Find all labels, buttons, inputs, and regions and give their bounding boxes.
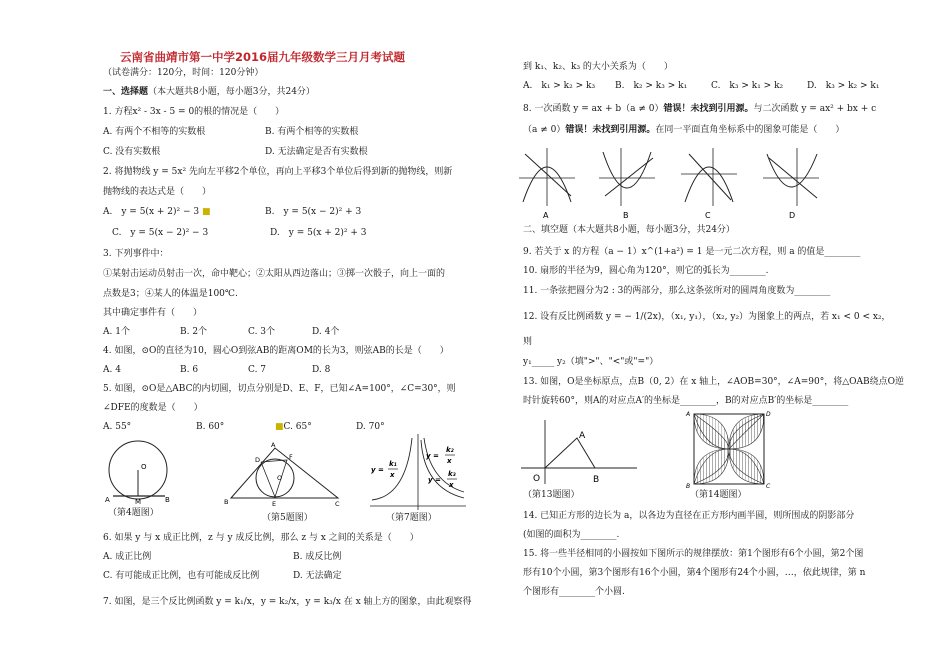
q5-line2: ∠DFE的度数是（ ） [103, 403, 203, 413]
q2-option-b: B. y = 5(x − 2)² + 3 [265, 207, 362, 217]
q8-label-b: B [623, 211, 629, 220]
q8-line2a: （a ≠ 0） [523, 125, 566, 135]
fig5-label-a: A [271, 441, 276, 449]
q4-stem: 4. 如图，⊙O的直径为10，圆心O到弦AB的距离OM的长为3，则弦AB的长是（ ） [103, 346, 449, 356]
fig5-angle-dfe [261, 460, 287, 497]
q5-line1: 5. 如图，⊙O是△ABC的内切圆，切点分别是D、E、F，已知∠A=100°，∠C=30°，则 [103, 384, 456, 394]
q6-option-a: A. 成正比例 [103, 552, 152, 562]
section2-header [523, 224, 735, 236]
q7-option-d: D. k₃ > k₂ > k₁ [807, 81, 880, 91]
q8-line1 [523, 103, 876, 115]
q9: 9. 若关于 x 的方程（a − 1）x^(1+a²) = 1 是一元二次方程，则 a 的值是________ [523, 247, 861, 257]
q8-ref-error-1: 错误！未找到引用源。 [663, 104, 754, 114]
fig7-label-y1: y = [371, 466, 384, 474]
q1-option-d: D. 无法确定是否有实数根 [265, 147, 368, 157]
q8-graph-c [681, 148, 737, 220]
q15-line3: 个图形有________个小圆. [523, 587, 625, 597]
q5-option-c-text: C. 65° [283, 422, 312, 432]
page-title: 云南省曲靖市第一中学2016届九年级数学三月月考试题 [120, 50, 406, 64]
q8-graph-b [599, 148, 655, 220]
fig5-label-b: B [224, 498, 229, 506]
q4-option-c: C. 7 [248, 365, 267, 375]
fig5-label-c: C [335, 500, 340, 508]
fig7-caption: （第7题图） [386, 513, 437, 523]
section1-desc: （本大题共8小题，每小题3分，共24分） [148, 87, 315, 97]
fig14-petal-5 [694, 414, 729, 449]
fig7-label-y3: y = [428, 476, 441, 484]
q5-option-c [275, 421, 312, 433]
q3-line1: 3. 下列事件中： [103, 249, 169, 259]
fig4-label-a: A [105, 496, 110, 504]
fig13-label-a: A [579, 431, 586, 441]
fig14-square-semicircles [685, 408, 775, 490]
q12-line3: y₁_____ y₂（填">"、"<"或"="） [523, 357, 659, 367]
fig14-label-b: B [686, 483, 691, 490]
q2-line2: 抛物线的表达式是（ ） [103, 187, 212, 197]
fig7-label-x1: x [390, 471, 395, 479]
q8-line2b: 在同一平面直角坐标系中的图象可能是（ ） [655, 125, 845, 135]
fig14-label-d: D [766, 411, 771, 418]
fig5-label-d: D [255, 456, 261, 464]
q14-line1: 14. 已知正方形的边长为 a，以各边为直径在正方形内画半圆，则所围成的阴影部分 [523, 511, 855, 521]
fig5-triangle [231, 448, 338, 498]
fig5-label-f: F [289, 453, 293, 461]
q4-option-d: D. 8 [312, 365, 331, 375]
q4-option-b: B. 6 [180, 365, 199, 375]
q8-graph-d [763, 148, 819, 220]
q1-stem: 1. 方程x² - 3x - 5 = 0的根的情况是（ ） [103, 107, 285, 117]
q3-option-c: C. 3个 [248, 327, 276, 337]
q5-option-b: B. 60° [196, 422, 225, 432]
q8-line1a: 8. 一次函数 y = ax + b（a ≠ 0） [523, 104, 664, 114]
q3-line4: 其中确定事件有（ ） [103, 308, 203, 318]
fig13-triangle-diagram [519, 416, 639, 488]
q4-option-a: A. 4 [103, 365, 121, 375]
fig7-reciprocal-graph [368, 430, 473, 512]
fig7-label-x2: x [447, 457, 452, 465]
fig13-caption: （第13题图） [523, 490, 580, 500]
q14-line2: (如图的面积为________. [523, 530, 620, 540]
q7-line2: 到 k₁、k₂、k₃ 的大小关系为（ ） [523, 62, 673, 72]
q2-option-a-text: A. y = 5(x + 2)² − 3 [103, 207, 200, 217]
section2-desc: （本大题共8小题，每小题3分，共24分） [568, 225, 735, 235]
fig4-caption: （第4题图） [108, 508, 159, 518]
fig14-label-a: A [686, 411, 691, 418]
fig7-label-k2: k₂ [446, 446, 454, 454]
fig13-label-b: B [593, 475, 600, 485]
fig7-label-y2: y = [426, 452, 439, 460]
q8-graph-options [517, 144, 847, 222]
fig14-label-c: C [766, 483, 771, 490]
q7-line1: 7. 如图，是三个反比例函数 y = k₁/x，y = k₂/x，y = k₃/x 在 x 轴上方的图象，由此观察得 [103, 597, 472, 607]
fig14-caption: （第14题图） [690, 490, 747, 500]
q3-option-a: A. 1个 [103, 327, 130, 337]
q2-option-a [103, 206, 211, 218]
fig14-petal-8 [694, 449, 729, 484]
q12-line1: 12. 设有反比例函数 y = − 1/(2x)，（x₁, y₁），（x₂, y₂）为图象上的两点，若 x₁ < 0 < x₂， [523, 312, 891, 322]
q7-option-b: B. k₂ > k₃ > k₁ [615, 81, 688, 91]
fig5-caption: （第5题图） [262, 513, 313, 523]
fig14-petal-6 [729, 449, 764, 484]
q2-line1: 2. 将抛物线 y = 5x² 先向左平移2个单位，再向上平移3个单位后得到新的抛物线，则新 [103, 167, 453, 177]
q11: 11. 一条弦把圆分为2 : 3的两部分，那么这条弦所对的圆周角度数为________ [523, 286, 831, 296]
q13-line2: 时针旋转60°，则A的对应点A′的坐标是________，B的对应点B′的坐标是________ [523, 396, 849, 406]
q7-option-a: A. k₁ > k₂ > k₃ [523, 81, 596, 91]
q1-option-a: A. 有两个不相等的实数根 [103, 127, 206, 137]
section1-header [103, 86, 315, 98]
q6-option-d: D. 无法确定 [293, 571, 342, 581]
q8-label-a: A [543, 211, 549, 220]
fig5-label-o: O [277, 474, 283, 482]
fig5-incircle-diagram [223, 440, 343, 508]
fig4-circle-diagram [103, 436, 173, 514]
q8-line1b: 与二次函数 y = ax² + bx + c [753, 104, 877, 114]
q2-option-d: D. y = 5(x + 2)² + 3 [270, 228, 367, 238]
q5-option-a: A. 55° [103, 422, 132, 432]
fig7-label-k3: k₃ [448, 470, 456, 478]
fig14-petal-7 [729, 414, 764, 449]
q12-line2: 则 [523, 337, 533, 347]
q7-option-c: C. k₃ > k₁ > k₂ [711, 81, 784, 91]
marker-dot-icon: ■ [202, 207, 211, 217]
q3-line2: ①某射击运动员射击一次，命中靶心；②太阳从西边落山；③掷一次骰子，向上一面的 [103, 269, 446, 279]
q1-option-c: C. 没有实数根 [103, 147, 161, 157]
fig4-label-m: M [135, 498, 142, 506]
fig7-label-k1: k₁ [389, 460, 397, 468]
fig7-label-x3: x [449, 481, 454, 489]
q8-line2 [523, 124, 844, 136]
q2-option-c: C. y = 5(x − 2)² − 3 [112, 228, 209, 238]
q13-line1: 13. 如图，O是坐标原点，点B（0, 2）在 x 轴上，∠AOB=30°，∠A=90°，将△OAB绕点O逆 [523, 377, 904, 387]
q6-stem: 6. 如果 y 与 x 成正比例，z 与 y 成反比例，那么 z 与 x 之间的关系是（ ） [103, 533, 419, 543]
fig4-label-b: B [165, 496, 170, 504]
q8-ref-error-2: 错误！未找到引用源。 [565, 125, 656, 135]
q8-label-c: C [705, 211, 711, 220]
q8-graph-a [519, 148, 575, 220]
q6-option-c: C. 有可能成正比例，也有可能成反比例 [103, 571, 260, 581]
q3-line3: 点数是3；④某人的体温是100℃. [103, 289, 238, 299]
marker-dot-icon: ■ [275, 422, 284, 432]
fig13-triangle-oab [545, 438, 595, 468]
fig4-label-o: O [141, 463, 147, 471]
fig5-label-e: E [272, 500, 277, 508]
q3-option-b: B. 2个 [180, 327, 208, 337]
q5-option-d: D. 70° [356, 422, 385, 432]
fig13-label-o: O [533, 474, 541, 484]
section1-heading: 一、选择题 [103, 87, 149, 97]
q1-option-b: B. 有两个相等的实数根 [265, 127, 359, 137]
section2-heading: 二、填空题 [523, 225, 569, 235]
q3-option-d: D. 4个 [312, 327, 340, 337]
exam-meta: （试卷满分：120分，时间：120分钟） [103, 68, 264, 78]
q10: 10. 扇形的半径为9，圆心角为120°，则它的弧长为________. [523, 266, 769, 276]
q15-line2: 形有10个小圆，第3个图形有16个小圆，第4个图形有24个小圆，…，依此规律，第 n [523, 568, 866, 578]
q8-label-d: D [789, 211, 796, 220]
q15-line1: 15. 将一些半径相同的小圆按如下图所示的规律摆放：第1个图形有6个小圆，第2个图 [523, 549, 864, 559]
q6-option-b: B. 成反比例 [293, 552, 342, 562]
